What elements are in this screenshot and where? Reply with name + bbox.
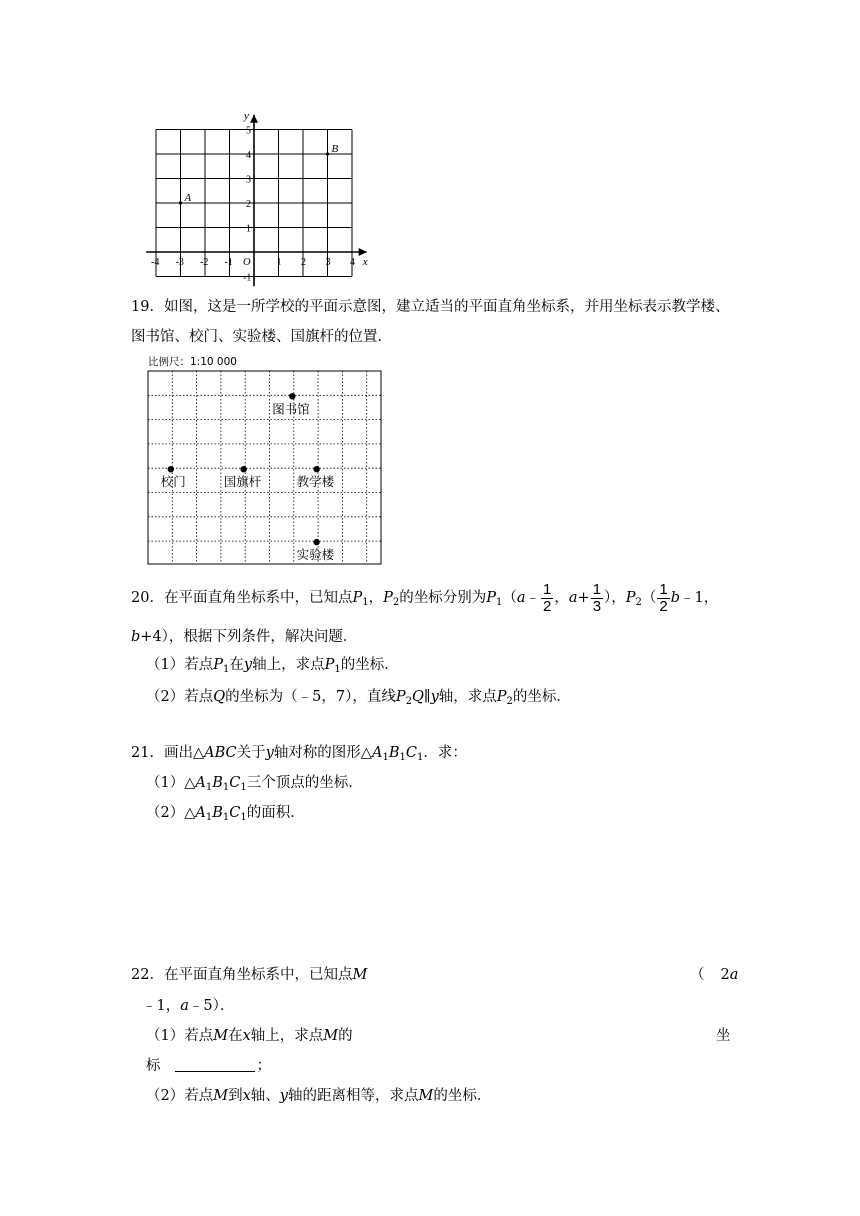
x-tick-label: 1 xyxy=(276,257,282,268)
place-label-2: 国旗杆 xyxy=(223,474,262,490)
x-axis-label: x xyxy=(362,256,368,268)
point-label-a: A xyxy=(184,192,192,204)
y-tick-label: 4 xyxy=(246,150,251,161)
y-tick-label: 3 xyxy=(246,174,251,186)
y-axis-label: y xyxy=(244,109,249,122)
x-tick-label: -1 xyxy=(224,257,233,268)
q21-sub1: $(1)\triangle A_1B_1C_1$三个顶点的坐标． xyxy=(146,775,363,793)
tick-labels xyxy=(151,110,368,284)
x-tick-label: 3 xyxy=(325,257,331,268)
coordinate-grid-figure xyxy=(140,100,380,290)
map-places xyxy=(161,393,335,562)
x-axis-arrow xyxy=(359,248,367,256)
place-label-1: 校门 xyxy=(160,474,186,490)
answer-blank[interactable] xyxy=(175,1057,255,1072)
q22-line2: ﹣1，a﹣5）． xyxy=(142,998,235,1014)
plotted-points xyxy=(179,143,339,205)
q20-sub1: （1）若点$P_1$在y轴上，求点$P_1$的坐标． xyxy=(146,657,399,675)
y-tick-label: 1 xyxy=(246,223,251,235)
y-tick-label: -1 xyxy=(243,272,252,284)
q22-sub1-line2: 标 ； xyxy=(146,1058,271,1074)
x-tick-label: -4 xyxy=(151,257,160,268)
q21-line1: 21．画出△ABC关于y轴对称的图形$\triangle A_1B_1C_1$．求： xyxy=(131,745,467,763)
place-dot-2 xyxy=(241,466,247,472)
y-tick-label: 5 xyxy=(246,125,251,137)
place-dot-3 xyxy=(313,466,319,472)
q20-sub2: （2）若点Q的坐标为（﹣5，7），直线$P_2Q\parallel y$轴，求点$P_2$的坐标． xyxy=(146,689,571,707)
point-label-b: B xyxy=(331,143,339,155)
point-a xyxy=(179,201,182,204)
q19-text-line1: 19．如图，这是一所学校的平面示意图，建立适当的平面直角坐标系，并用坐标表示教学楼、 xyxy=(131,299,730,315)
x-tick-label: -2 xyxy=(200,257,209,268)
place-dot-1 xyxy=(168,466,174,472)
place-dot-0 xyxy=(289,393,295,399)
y-axis-arrow xyxy=(250,115,258,123)
q22-sub2: （2）若点M到x轴、y轴的距离相等，求点M的坐标． xyxy=(146,1088,492,1104)
q19-text-line2: 图书馆、校门、实验楼、国旗杆的位置． xyxy=(131,329,392,345)
point-b xyxy=(326,152,329,155)
fraction-one-half-b: $\frac{1}{2}$ xyxy=(659,580,668,615)
dotted-grid xyxy=(148,371,381,564)
place-dot-4 xyxy=(313,539,319,545)
fraction-one-half: $\frac{1}{2}$ xyxy=(543,580,552,615)
x-tick-label: -3 xyxy=(175,257,184,268)
map-border xyxy=(148,371,381,564)
y-tick-label: 2 xyxy=(246,199,251,210)
q20-line1: 20．在平面直角坐标系中，已知点$P_1$，$P_2$的坐标分别为$P_1(a﹣$ $\frac{1}{2}$ ，a+ $\frac{1}{3}$ ），$P_2$（ $\frac{1}{2}$ b﹣1， xyxy=(131,580,719,615)
q20-line2: b+4），根据下列条件，解决问题． xyxy=(131,629,358,645)
place-label-0: 图书馆 xyxy=(272,401,310,417)
x-tick-label: 4 xyxy=(350,257,355,268)
school-map-figure xyxy=(147,370,383,566)
scale-label: 比例尺：1:10 000 xyxy=(148,356,237,368)
q22-sub1-zuo: 坐 xyxy=(716,1028,731,1044)
origin-label: O xyxy=(243,257,251,268)
q21-sub2: $(2)\triangle A_1B_1C_1$的面积． xyxy=(146,805,305,823)
q22-sub1: （1）若点M在x轴上，求点M的 xyxy=(146,1028,353,1044)
place-label-3: 教学楼 xyxy=(296,474,335,490)
x-tick-label: 2 xyxy=(301,257,306,268)
q22-line1-right: （ 2a xyxy=(690,967,739,983)
fraction-one-third: $\frac{1}{3}$ xyxy=(592,580,602,615)
q22-line1: 22．在平面直角坐标系中，已知点M xyxy=(131,967,368,983)
place-label-4: 实验楼 xyxy=(296,547,335,563)
